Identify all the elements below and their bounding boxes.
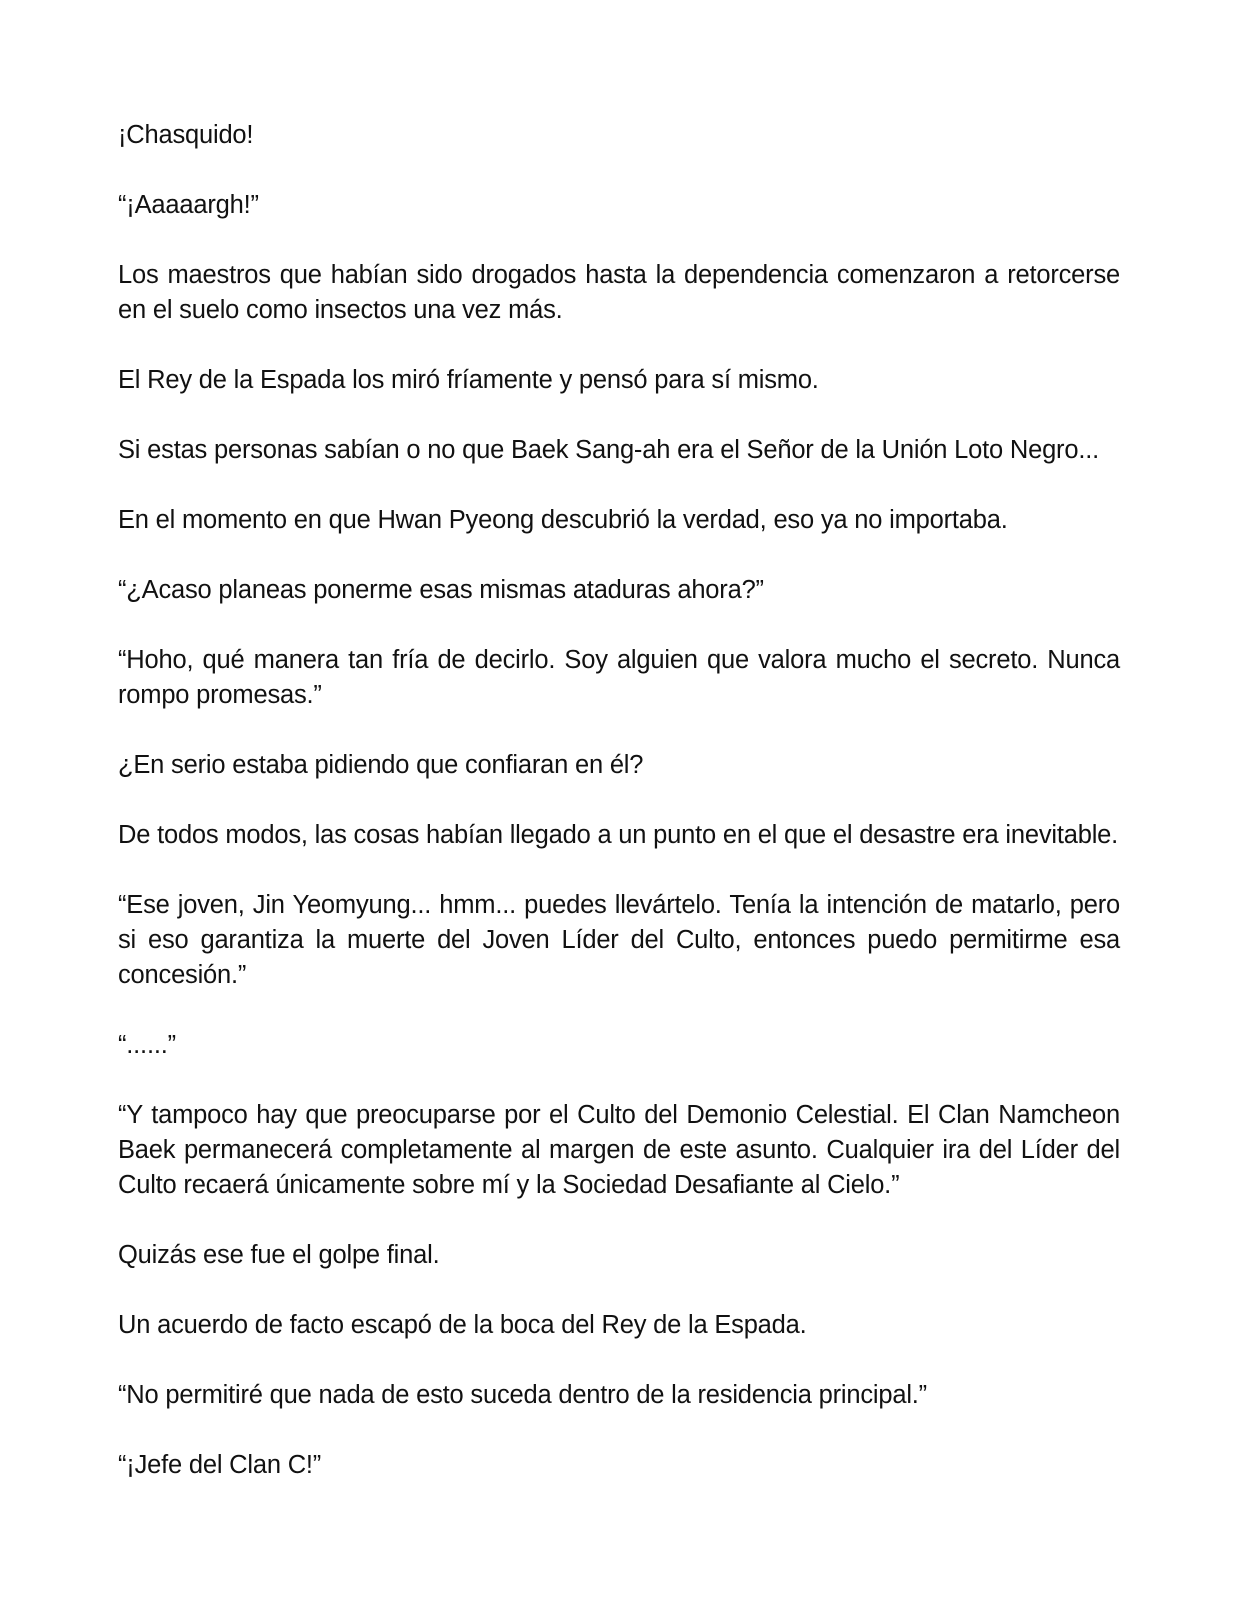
paragraph: Quizás ese fue el golpe final.	[118, 1241, 440, 1269]
paragraph: El Rey de la Espada los miró fríamente y pensó para sí mismo.	[118, 366, 819, 394]
paragraph: Los maestros que habían sido drogados hasta la dependencia comenzaron a retorcerse en el suelo como insectos una vez más.	[118, 261, 1120, 324]
paragraph: “......”	[118, 1031, 176, 1059]
paragraph: “¡Jefe del Clan C!”	[118, 1451, 322, 1479]
paragraph: “No permitiré que nada de esto suceda dentro de la residencia principal.”	[118, 1381, 927, 1409]
paragraph: “¡Aaaaargh!”	[118, 191, 259, 219]
document-body	[118, 118, 1120, 1518]
paragraph: Un acuerdo de facto escapó de la boca del Rey de la Espada.	[118, 1311, 807, 1339]
paragraph: “Ese joven, Jin Yeomyung... hmm... puedes llevártelo. Tenía la intención de matarlo, pero si eso garantiza la muerte del Joven Líder del Culto, entonces puedo permitirme esa concesión.”	[118, 891, 1120, 989]
paragraph: ¡Chasquido!	[118, 121, 254, 149]
paragraph: “Hoho, qué manera tan fría de decirlo. Soy alguien que valora mucho el secreto. Nunca rompo promesas.”	[118, 646, 1120, 709]
paragraph: “Y tampoco hay que preocuparse por el Culto del Demonio Celestial. El Clan Namcheon Baek permanecerá completamente al margen de este asunto. Cualquier ira del Líder del Culto recaerá únicamente sobre mí y la Sociedad Desafiante al Cielo.”	[118, 1101, 1120, 1199]
paragraph: Si estas personas sabían o no que Baek Sang-ah era el Señor de la Unión Loto Negro...	[118, 436, 1099, 464]
paragraph: En el momento en que Hwan Pyeong descubrió la verdad, eso ya no importaba.	[118, 506, 1008, 534]
paragraph: ¿En serio estaba pidiendo que confiaran en él?	[118, 751, 644, 779]
paragraph: De todos modos, las cosas habían llegado a un punto en el que el desastre era inevitable.	[118, 821, 1119, 849]
paragraph: “¿Acaso planeas ponerme esas mismas ataduras ahora?”	[118, 576, 764, 604]
